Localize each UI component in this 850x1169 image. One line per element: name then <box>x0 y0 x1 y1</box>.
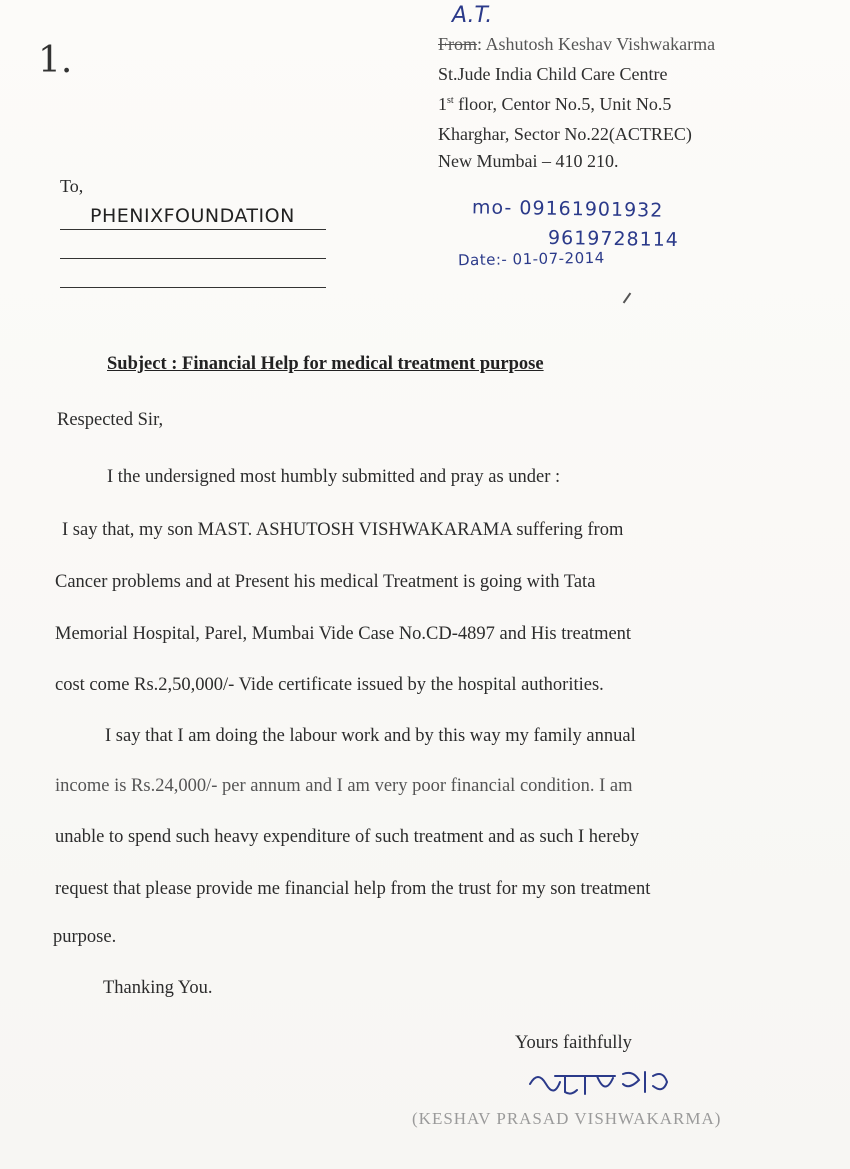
handwritten-date: Date:- 01-07-2014 <box>457 248 605 270</box>
body-line: I say that I am doing the labour work and by this way my family annual <box>105 726 636 746</box>
body-line: cost come Rs.2,50,000/- Vide certificate issued by the hospital authorities. <box>55 675 604 695</box>
from-label: From <box>438 34 478 54</box>
body-line: purpose. <box>53 927 117 947</box>
signature-mark <box>525 1062 675 1102</box>
salutation: Respected Sir, <box>57 410 164 430</box>
to-label: To, <box>60 176 84 196</box>
address-line-3 <box>60 287 326 288</box>
sender-area: Kharghar, Sector No.22(ACTREC) <box>438 124 692 144</box>
recipient-name: PHENIXFOUNDATION <box>90 205 295 227</box>
signatory-name: (KESHAV PRASAD VISHWAKARMA) <box>412 1109 722 1128</box>
mobile-number-2: 9619728114 <box>547 226 680 252</box>
handwritten-initials: A.T. <box>452 3 493 28</box>
body-line: income is Rs.24,000/- per annum and I am very poor financial condition. I am <box>55 776 633 796</box>
sender-name-line <box>438 34 715 55</box>
valediction: Yours faithfully <box>515 1033 632 1053</box>
sender-org: St.Jude India Child Care Centre <box>438 64 668 84</box>
body-line: Cancer problems and at Present his medical Treatment is going with Tata <box>55 572 596 592</box>
pencil-mark <box>623 293 632 304</box>
body-line: I say that, my son MAST. ASHUTOSH VISHWAKARAMA suffering from <box>62 520 624 540</box>
body-line: unable to spend such heavy expenditure of such treatment and as such I hereby <box>55 827 640 847</box>
sender-name: : Ashutosh Keshav Vishwakarma <box>477 34 716 54</box>
mobile-number-1: mo- 09161901932 <box>471 196 664 222</box>
body-line: I the undersigned most humbly submitted and pray as under : <box>107 467 561 487</box>
subject-line: Subject : Financial Help for medical treatment purpose <box>107 354 544 374</box>
body-line: Memorial Hospital, Parel, Mumbai Vide Case No.CD-4897 and His treatment <box>55 624 632 644</box>
closing: Thanking You. <box>103 978 213 998</box>
address-line-1 <box>60 229 326 230</box>
sender-floor: 1st floor, Centor No.5, Unit No.5 <box>438 94 672 114</box>
sender-city: New Mumbai – 410 210. <box>438 151 619 171</box>
address-line-2 <box>60 258 326 259</box>
body-line: request that please provide me financial help from the trust for my son treatment <box>55 879 651 899</box>
margin-mark: 1. <box>38 40 73 81</box>
